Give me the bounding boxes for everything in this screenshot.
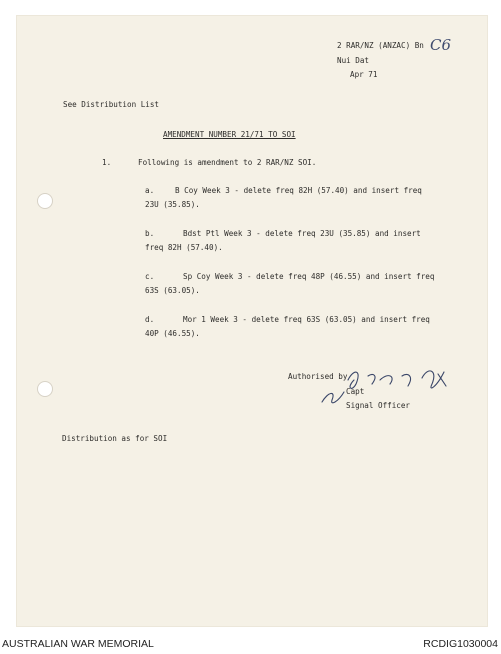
item-line: 40P (46.55). [145,329,200,338]
item-label: a. [145,186,155,195]
document-date: Apr 71 [350,70,378,79]
addressee: See Distribution List [63,100,160,109]
punch-hole-top [37,193,53,209]
item-line: B Coy Week 3 - delete freq 82H (57.40) and insert freq [175,186,422,195]
footer-archive-name: AUSTRALIAN WAR MEMORIAL [2,638,154,650]
distribution-note: Distribution as for SOI [62,434,168,443]
item-line: Sp Coy Week 3 - delete freq 48P (46.55) and insert freq [183,272,435,281]
item-label: d. [145,315,155,324]
item-label: c. [145,272,155,281]
footer-record-id: RCDIG1030004 [423,638,498,650]
item-line: Bdst Ptl Week 3 - delete freq 23U (35.85) and insert [183,229,421,238]
authorised-by-label: Authorised by [288,372,348,381]
item-line: Mor 1 Week 3 - delete freq 63S (63.05) and insert freq [183,315,430,324]
item-label: b. [145,229,155,238]
punch-hole-bottom [37,381,53,397]
sender-unit: 2 RAR/NZ (ANZAC) Bn [337,41,424,50]
sender-location: Nui Dat [337,56,370,65]
paragraph-number: 1. [102,158,112,167]
paragraph-text: Following is amendment to 2 RAR/NZ SOI. [138,158,317,167]
item-line: 63S (63.05). [145,286,200,295]
item-line: freq 82H (57.40). [145,243,223,252]
signatory-role: Signal Officer [346,401,411,410]
signatory-rank: Capt [346,387,365,396]
document-title: AMENDMENT NUMBER 21/71 TO SOI [163,130,296,139]
item-line: 23U (35.85). [145,200,200,209]
folio-number: C6 [430,36,452,54]
